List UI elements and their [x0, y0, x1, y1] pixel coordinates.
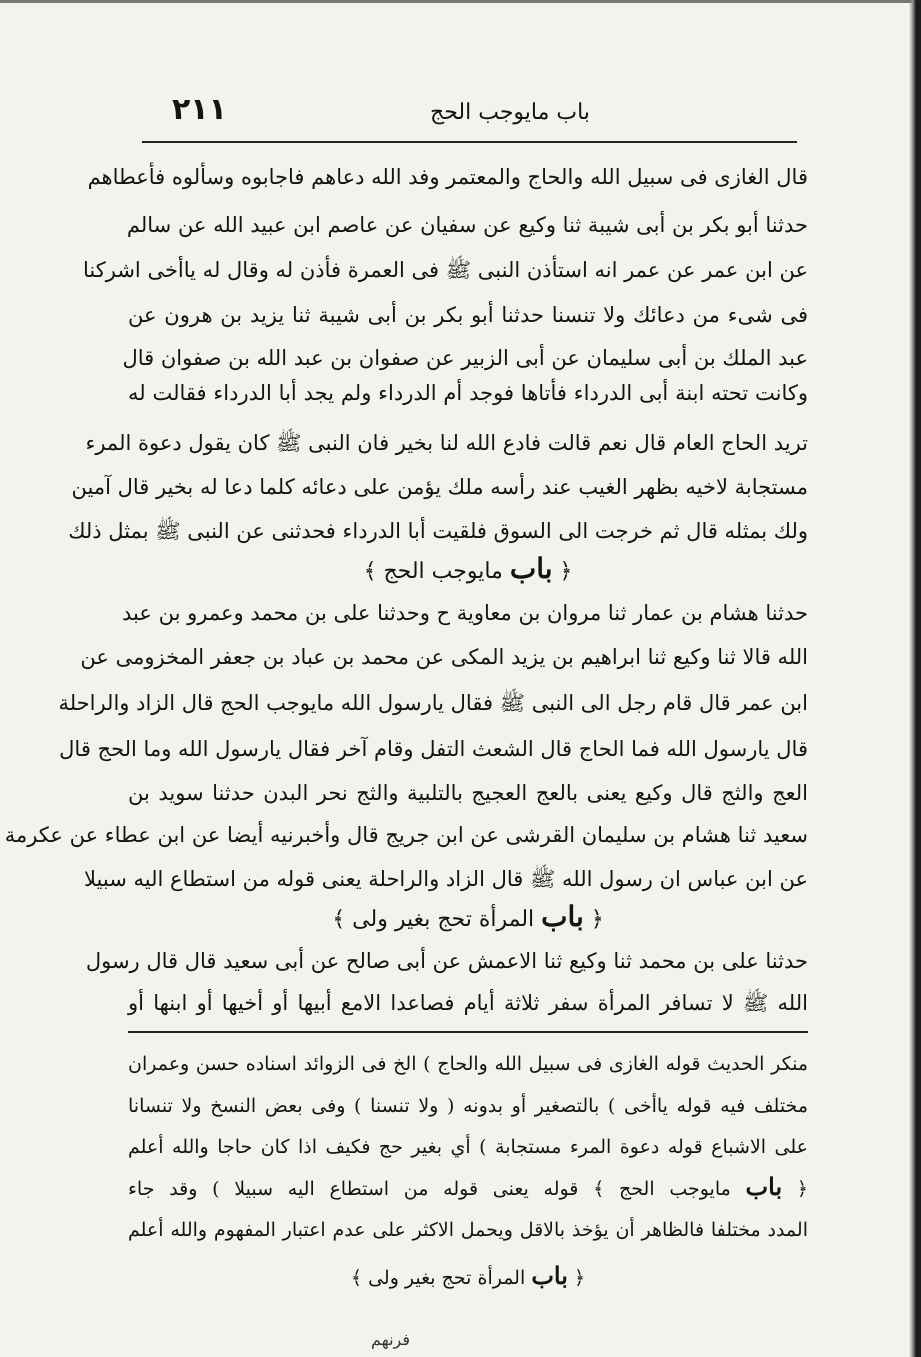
- ornament-close: ﴾: [332, 907, 346, 932]
- text-line: الله قالا ثنا وكيع ثنا ابراهيم بن يزيد المكى عن محمد بن عباد بن جعفر المخزومى عن: [80, 645, 808, 669]
- footnote-text: قوله يعنى قوله من استطاع اليه سبيلا ) وقد جاء: [128, 1178, 579, 1200]
- text-line: حدثنا أبو بكر بن أبى شيبة ثنا وكيع عن سفيان عن عاصم ابن عبيد الله عن سالم: [126, 213, 808, 237]
- text-line: حدثنا هشام بن عمار ثنا مروان بن معاوية ح وحدثنا على بن محمد وعمرو بن عبد: [122, 601, 808, 625]
- footnote-line: مختلف فيه قوله ياأخى ) بالتصغير أو بدونه ( ولا تنسنا ) وفى بعض النسخ ولا تنسانا: [128, 1095, 808, 1117]
- text-line: عن ابن عمر عن عمر انه استأذن النبى ﷺ فى العمرة فأذن له وقال له ياأخى اشركنا: [83, 258, 808, 282]
- footnote-line: منكر الحديث قوله الغازى فى سبيل الله والحاج ) الخ فى الزوائد اسناده حسن وعمران: [128, 1053, 808, 1075]
- text-line: ابن عمر قال قام رجل الى النبى ﷺ فقال يارسول الله مايوجب الحج قال الزاد والراحلة: [58, 691, 808, 715]
- chapter-title: مايوجب الحج: [619, 1178, 731, 1200]
- chapter-title: المرأة تحج بغير ولى: [368, 1267, 526, 1289]
- text-line: وكانت تحته ابنة أبى الدرداء فأتاها فوجد أم الدرداء ولم يجد أبا الدرداء فقالت له: [128, 381, 808, 405]
- header-rule: [142, 141, 797, 143]
- ornament-open: ﴿: [559, 559, 573, 584]
- ornament-close: ﴾: [593, 1178, 605, 1200]
- text-line: العج والثج قال وكيع يعنى بالعج العجيج بالتلبية والثج نحر البدن حدثنا سويد بن: [128, 781, 808, 805]
- text-line: تريد الحاج العام قال نعم قالت فادع الله لنا بخير فان النبى ﷺ كان يقول دعوة المرء: [85, 431, 808, 455]
- bab-word: باب: [745, 1172, 783, 1201]
- binding-shadow: [909, 0, 921, 1357]
- page-top-edge: [0, 0, 921, 3]
- footnote-rule: [128, 1031, 808, 1033]
- ornament-open: ﴿: [796, 1178, 809, 1200]
- ornament-close: ﴾: [350, 1267, 363, 1289]
- text-line: الله ﷺ لا تسافر المرأة سفر ثلاثة أيام فصاعدا الامع أبيها أو أخيها أو ابنها أو: [128, 991, 808, 1015]
- bab-word: باب: [531, 1261, 568, 1290]
- chapter-heading: [128, 552, 808, 589]
- ornament-open: ﴿: [573, 1267, 586, 1289]
- chapter-heading: [128, 900, 808, 937]
- chapter-title: المرأة تحج بغير ولى: [352, 907, 535, 932]
- ornament-open: ﴿: [590, 907, 604, 932]
- page-number: ٢١١: [172, 92, 227, 127]
- ornament-close: ﴾: [363, 559, 377, 584]
- footnote-heading-line: [128, 1262, 808, 1292]
- text-line: فى شىء من دعائك ولا تنسنا حدثنا أبو بكر بن أبى شيبة ثنا يزيد بن هرون عن: [128, 303, 808, 327]
- text-line: عن ابن عباس ان رسول الله ﷺ قال الزاد والراحلة يعنى قوله من استطاع اليه سبيلا: [84, 867, 808, 891]
- text-line: حدثنا على بن محمد ثنا وكيع ثنا الاعمش عن أبى صالح عن أبى سعيد قال قال رسول: [85, 949, 808, 973]
- page-header: [150, 92, 792, 136]
- text-line: عبد الملك بن أبى سليمان عن أبى الزبير عن صفوان بن عبد الله بن صفوان قال: [122, 346, 808, 370]
- bab-word: باب: [509, 552, 553, 585]
- text-line: قال الغازى فى سبيل الله والحاج والمعتمر وفد الله دعاهم فاجابوه وسألوه فأعطاهم: [87, 165, 808, 189]
- footnote-line: على الاشباع قوله دعوة المرء مستجابة ) أي بغير حج فكيف اذا كان حاجا والله أعلم: [128, 1136, 808, 1158]
- footnote-line: المدد مختلفا فالظاهر أن يؤخذ بالاقل ويحمل الاكثر على عدم اعتبار المفهوم والله أعلم: [128, 1219, 808, 1241]
- text-line: ولك بمثله قال ثم خرجت الى السوق فلقيت أبا الدرداء فحدثنى عن النبى ﷺ بمثل ذلك: [68, 519, 808, 543]
- footnote-heading-line: [128, 1173, 808, 1203]
- text-line: مستجابة لاخيه بظهر الغيب عند رأسه ملك يؤمن على دعائه كلما دعا له بخير قال آمين: [71, 475, 808, 499]
- running-title: باب مايوجب الحج: [430, 100, 590, 125]
- text-line: سعيد ثنا هشام بن سليمان القرشى عن ابن جريج قال وأخبرنيه أيضا عن ابن عطاء عن عكرمة: [4, 823, 808, 847]
- chapter-title: مايوجب الحج: [383, 559, 503, 584]
- bottom-cut-text: فرنهم: [371, 1330, 410, 1349]
- text-line: قال يارسول الله فما الحاج قال الشعث التفل وقام آخر فقال يارسول الله وما الحج قال: [59, 737, 808, 761]
- bab-word: باب: [541, 900, 584, 933]
